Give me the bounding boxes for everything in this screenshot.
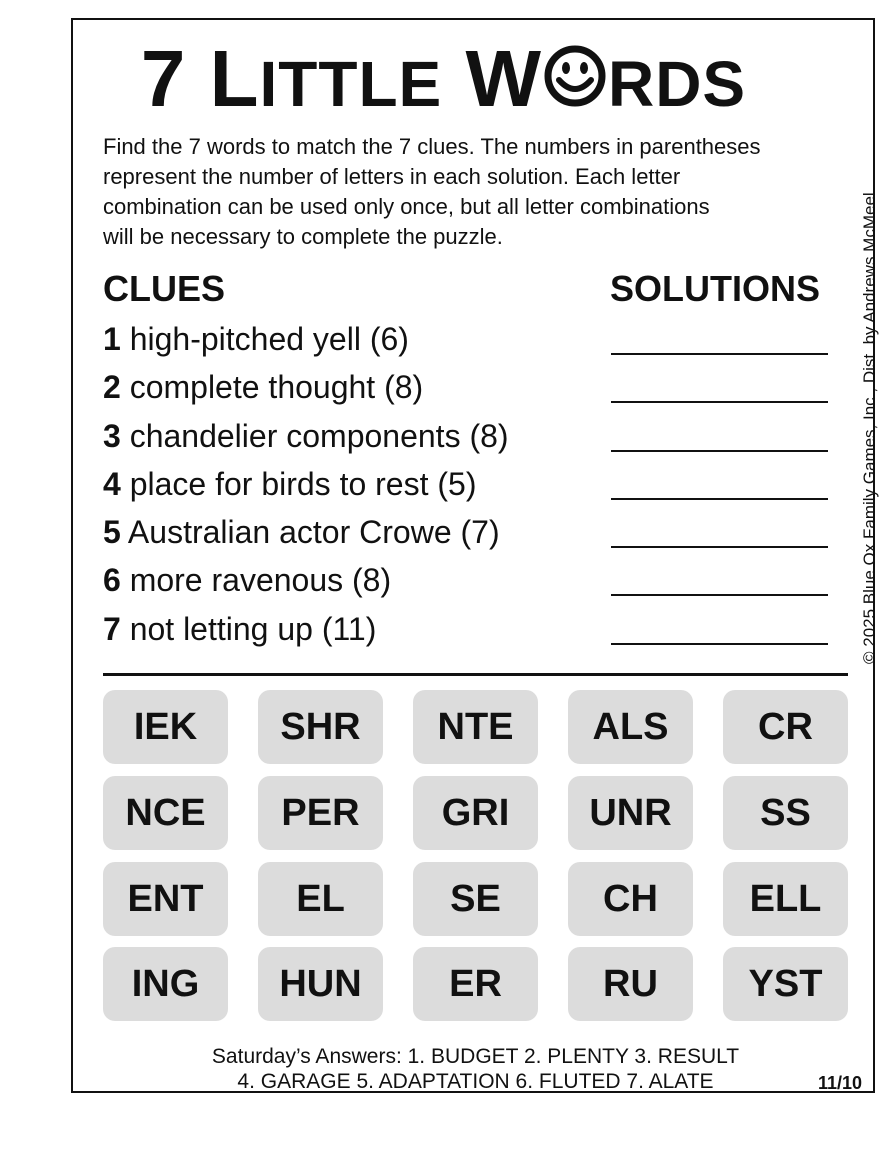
letter-tile[interactable]: ALS [568,690,693,764]
solution-blank-2[interactable] [611,401,828,403]
clue-2: 2 complete thought (8) [103,369,424,405]
copyright-notice: © 2025 Blue Ox Family Games, Inc., Dist. by Andrews McMeel [860,192,879,664]
letter-tile[interactable]: ER [413,947,538,1021]
letter-tile[interactable]: CR [723,690,848,764]
letter-tile[interactable]: GRI [413,776,538,850]
letter-tile[interactable]: IEK [103,690,228,764]
letter-tile[interactable]: ELL [723,862,848,936]
clue-6: 6 more ravenous (8) [103,562,392,598]
puzzle-date: 11/10 [818,1073,863,1093]
letter-tile[interactable]: SE [413,862,538,936]
letter-tile[interactable]: UNR [568,776,693,850]
instructions: Find the 7 words to match the 7 clues. The numbers in parentheses represent the number of letters in each solution. Each letter combination can be used only once, but all letter combinations will be necessary to complete the puzzle. [103,134,761,249]
solution-blank-5[interactable] [611,546,828,548]
clue-4: 4 place for birds to rest (5) [103,466,477,502]
letter-tile[interactable]: EL [258,862,383,936]
letter-tile[interactable]: SS [723,776,848,850]
solutions-heading: SOLUTIONS [610,268,821,309]
letter-tile[interactable]: YST [723,947,848,1021]
solution-blank-3[interactable] [611,450,828,452]
letter-tile[interactable]: HUN [258,947,383,1021]
letter-tile[interactable]: ING [103,947,228,1021]
clues-heading: CLUES [103,268,226,309]
solution-blank-7[interactable] [611,643,828,645]
letter-tile[interactable]: RU [568,947,693,1021]
solution-blank-1[interactable] [611,353,828,355]
letter-tile[interactable]: NCE [103,776,228,850]
solution-blank-6[interactable] [611,594,828,596]
divider [103,673,848,676]
puzzle-title: 7 LITTLE W RDS [140,34,747,123]
previous-answers: Saturday’s Answers: 1. BUDGET 2. PLENTY 3. RESULT 4. GARAGE 5. ADAPTATION 6. FLUTED 7. ALATE [211,1045,740,1093]
smiley-face-icon [543,44,607,108]
clue-7: 7 not letting up (11) [103,611,377,647]
clue-5: 5 Australian actor Crowe (7) [103,514,500,550]
letter-tile[interactable]: SHR [258,690,383,764]
solution-blank-4[interactable] [611,498,828,500]
letter-tile[interactable]: ENT [103,862,228,936]
letter-tile[interactable]: PER [258,776,383,850]
letter-tile[interactable]: CH [568,862,693,936]
letter-tile[interactable]: NTE [413,690,538,764]
clue-1: 1 high-pitched yell (6) [103,321,409,357]
clue-3: 3 chandelier components (8) [103,418,509,454]
